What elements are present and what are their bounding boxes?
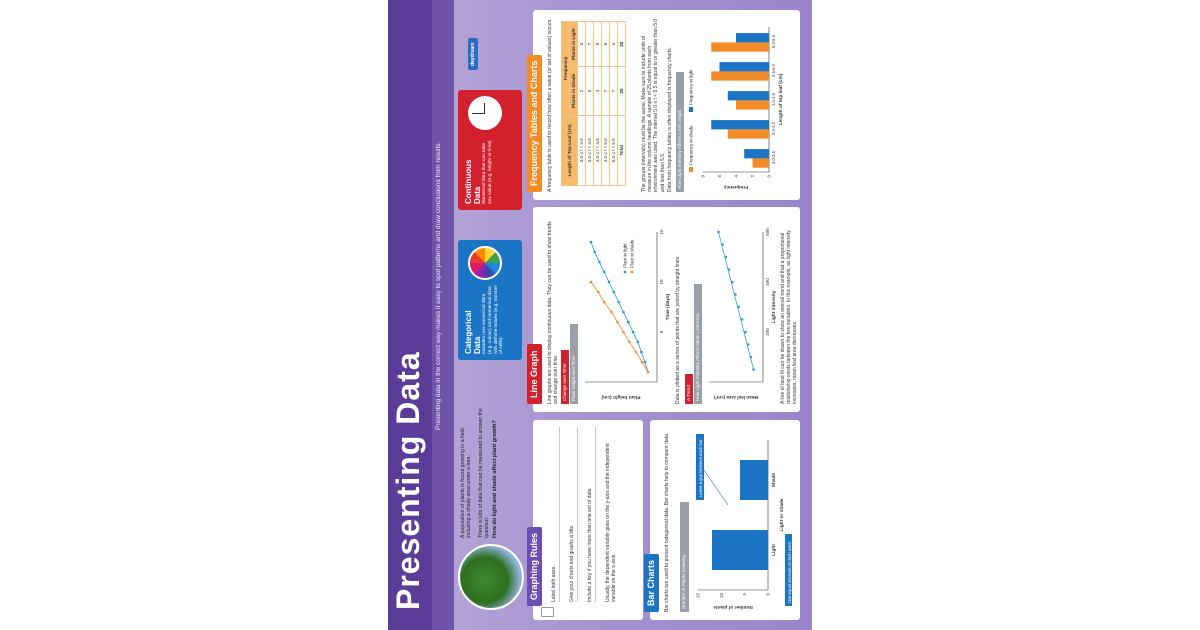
table-header-length: Length of Top Leaf (cm) <box>562 115 578 185</box>
table-cell: 5 <box>594 22 602 67</box>
bar-chart-title: Number of Plants Growing <box>681 555 686 609</box>
data-point <box>590 281 593 284</box>
data-point <box>610 311 613 314</box>
bar <box>740 460 768 500</box>
table-row <box>586 22 594 186</box>
frequency-header <box>527 55 542 192</box>
colour-wheel-icon <box>468 246 502 280</box>
intro-band <box>432 0 454 630</box>
table-cell: 2 <box>578 67 586 115</box>
data-point <box>721 243 724 246</box>
x-tick-label: 4.5-5.0 <box>771 63 776 78</box>
scatter-title-tab <box>694 284 702 404</box>
table-row <box>610 22 618 186</box>
table-header-frequency: Frequency <box>562 22 570 116</box>
y-tick-label: 4 <box>733 175 739 178</box>
frequency-table <box>561 21 626 186</box>
intervals-callout-text: Use equal intervals on both axes. <box>786 541 792 603</box>
data-point <box>737 306 740 309</box>
legend-light-label: Plant in light <box>622 243 628 268</box>
brand-logo: daydream <box>468 38 478 70</box>
table-cell: 4.5 ≤ l < 5.0 <box>602 115 610 185</box>
data-point <box>724 256 727 259</box>
bar <box>711 42 769 51</box>
scenario-panel <box>460 408 522 538</box>
graphing-rules-panel <box>529 420 643 620</box>
bar <box>711 120 769 129</box>
table-header-shade: Plants in Shade <box>570 67 578 115</box>
bar <box>736 33 769 42</box>
scatter-chart <box>705 214 777 404</box>
y-axis-label: Frequency <box>723 184 749 189</box>
categorical-text: Includes non-numerical data (e.g. colour) and numerical data with definite values (e.g. number of cells). <box>482 284 505 354</box>
data-point <box>744 331 747 334</box>
categorical-title: Categorical Data <box>464 310 482 354</box>
table-row <box>602 22 610 186</box>
line-graph-header <box>527 344 542 404</box>
bar <box>712 530 768 570</box>
continuous-title: Continuous Data <box>464 159 482 204</box>
graphing-rules-title: Graphing Rules <box>529 532 539 600</box>
table-group-header-row <box>562 22 570 186</box>
groups-text: The groups (intervals) must be the same. Make sure to include units of measure in the column headings. A sample of 25 plants from each environment was used. The interval 5.0 ≤ l < 5.5 is equal to or greater than 5.0 and less than 5.5. <box>641 18 666 192</box>
gap-callout-arrow <box>704 470 728 505</box>
continuous-text: Numerical data that can take any value (e.g. height or time) <box>482 140 493 204</box>
bar <box>736 100 769 109</box>
legend-shade-label: Plant in shade <box>629 239 635 268</box>
rule-2: Give your charts and graphs a title. <box>569 427 578 602</box>
chart-intro-text: Data from frequency tables is often displayed in frequency charts. <box>667 46 673 192</box>
table-cell: 4 <box>610 22 618 67</box>
data-point <box>717 231 720 234</box>
trend-text: Data is plotted as a series of points that are joined by straight lines. <box>675 255 681 404</box>
bar-chart <box>692 427 792 612</box>
clock-icon <box>468 96 502 130</box>
y-tick-label: 15 <box>695 593 701 599</box>
bar <box>753 158 770 167</box>
y-tick-label: 0 <box>766 175 772 178</box>
series-line-shade <box>591 282 648 372</box>
data-point <box>637 341 640 344</box>
trend-label: A Trend <box>686 385 691 401</box>
data-point <box>627 321 630 324</box>
data-point <box>734 293 737 296</box>
best-fit-line <box>718 232 753 370</box>
data-point <box>593 251 596 254</box>
y-axis-label: Number of plants <box>713 604 753 609</box>
change-over-time-tab <box>561 350 569 404</box>
bar <box>711 71 769 80</box>
x-axis-label: Time (days) <box>666 293 671 321</box>
x-tick-label: 10 <box>659 279 664 285</box>
x-tick-label: 15 <box>659 229 664 235</box>
y-axis-label: Plant height (cm) <box>601 394 641 399</box>
data-point <box>741 318 744 321</box>
table-cell: Total <box>618 115 626 185</box>
scenario-text: A population of plants is found growing in a field, including a shady area under a tree. <box>460 426 473 538</box>
x-tick-label: 3.0-3.5 <box>771 150 776 165</box>
continuous-card <box>458 90 522 210</box>
data-point <box>632 331 635 334</box>
x-axis-label: Light or shade <box>780 498 785 532</box>
x-tick-label: 200 <box>765 328 770 336</box>
data-point <box>603 271 606 274</box>
x-axis-label: Light intensity <box>772 290 777 324</box>
x-tick-label: 5.0-5.5 <box>771 34 776 49</box>
x-tick-label: 400 <box>765 278 770 286</box>
table-cell: 3.0 ≤ l < 3.5 <box>578 115 586 185</box>
title-band <box>388 0 432 630</box>
table-cell: 5 <box>586 67 594 115</box>
best-fit-text: A line of best fit can be drawn to show an overall trend and that a proportional relationship exists between the two variables. In this example, as light intensity increases, mean leaf area decreases. <box>780 230 799 404</box>
poster-title: Presenting Data <box>390 351 426 610</box>
trend-tab <box>685 374 693 404</box>
y-tick-label: 2 <box>750 175 755 178</box>
table-header-light: Plants in Light <box>570 22 578 67</box>
bar <box>720 62 770 71</box>
table-row <box>594 22 602 186</box>
question-lead: There is lots of data that can be measured to answer the question: <box>478 408 491 538</box>
data-point <box>597 291 600 294</box>
legend-shade-marker <box>631 271 634 274</box>
table-cell: 5.0 ≤ l < 5.5 <box>610 115 618 185</box>
line-chart-title: Plant height over Time <box>571 355 576 401</box>
intro-text: Presenting data in the correct way makes it easy to spot patterns and draw conclusions from results. <box>435 141 442 430</box>
legend-shade-label: Frequency in shade <box>688 125 694 165</box>
table-cell: 4 <box>594 67 602 115</box>
table-cell: 25 <box>618 22 626 67</box>
data-point <box>641 361 644 364</box>
tree-photo <box>458 544 524 610</box>
x-tick-label: 600 <box>765 228 770 236</box>
data-point <box>644 361 647 364</box>
y-tick-label: 6 <box>717 175 722 178</box>
bar-charts-text: Bar charts are used to present categorical data. Bar charts help to compare data. <box>664 432 670 612</box>
data-point <box>647 371 650 374</box>
data-point <box>750 356 753 359</box>
bar-chart-title-tab <box>680 502 689 612</box>
line-chart-title-tab <box>570 324 578 404</box>
x-tick-label: 3.5-4.0 <box>771 121 776 136</box>
table-cell: 6 <box>602 22 610 67</box>
x-axis-label: Length of top leaf (cm) <box>779 73 784 126</box>
data-point <box>628 341 631 344</box>
poster <box>388 0 812 630</box>
categorical-card <box>458 240 522 360</box>
legend-light-label: Frequency in light <box>688 69 694 105</box>
legend-light-marker <box>689 107 693 112</box>
legend-light-marker <box>624 271 627 274</box>
y-axis-label: Mean leaf area (cm²) <box>713 395 759 400</box>
frequency-table-wrap <box>561 21 626 186</box>
frequency-panel <box>529 10 800 200</box>
bar <box>744 149 769 158</box>
table-row <box>578 22 586 186</box>
bar-charts-header <box>644 554 659 612</box>
table-cell: 7 <box>586 22 594 67</box>
freq-chart-title: How Light Intensity Affects Leaf Length <box>677 109 682 189</box>
data-point <box>617 301 620 304</box>
bar <box>728 91 769 100</box>
bar-charts-title: Bar Charts <box>646 559 656 606</box>
y-tick-label: 8 <box>700 175 706 178</box>
line-graph-panel <box>529 207 800 412</box>
graphing-rules-header <box>527 527 542 606</box>
data-point <box>747 343 750 346</box>
data-point <box>590 241 593 244</box>
data-point <box>608 281 611 284</box>
frequency-text: A frequency table is used to record how often a value (or set of values) occurs. <box>547 18 553 192</box>
rule-3: Include a key if you have more than one set of data. <box>587 427 596 602</box>
data-point <box>603 301 606 304</box>
gap-callout-text: Leave a gap between each bar. <box>697 438 703 497</box>
freq-chart-title-tab <box>676 72 684 192</box>
bar-charts-panel <box>646 420 800 620</box>
question-text: How do light and shade affect plant growth? <box>492 420 498 538</box>
y-tick-label: 0 <box>765 593 771 596</box>
line-graph-title: Line Graph <box>529 350 539 398</box>
line-chart <box>581 214 671 404</box>
data-point <box>640 351 643 354</box>
change-over-time-label: Change over Time <box>562 363 567 401</box>
bar <box>728 129 769 138</box>
table-cell: 25 <box>618 67 626 115</box>
frequency-chart <box>687 17 795 192</box>
data-point <box>598 261 601 264</box>
table-cell: 7 <box>602 67 610 115</box>
x-tick-label: Shade <box>772 472 777 488</box>
data-point <box>622 311 625 314</box>
table-cell: 3.5 ≤ l < 4.0 <box>586 115 594 185</box>
data-point <box>616 321 619 324</box>
line-graph-text: Line graphs are used to display continuous data. They can be used to show trends and change over time. <box>547 221 560 404</box>
table-cell: 7 <box>610 67 618 115</box>
frequency-title: Frequency Tables and Charts <box>529 60 539 186</box>
scatter-chart-title: How Light Intensity Affects Mean Leaf Area <box>695 313 700 401</box>
table-cell: 3 <box>578 22 586 67</box>
poster-image <box>388 0 812 630</box>
y-tick-label: 5 <box>742 593 748 596</box>
data-point <box>613 291 616 294</box>
rule-1: Label both axes. <box>551 427 560 602</box>
data-point <box>731 281 734 284</box>
x-tick-label: Light <box>772 544 777 556</box>
rule-4: Usually, the dependent variable goes on the y-axis and the independent variable on the x-axis. <box>605 443 618 602</box>
data-point <box>622 331 625 334</box>
table-total-row <box>618 22 626 186</box>
data-point <box>752 368 755 371</box>
y-tick-label: 10 <box>718 593 724 599</box>
data-point <box>635 351 638 354</box>
clipboard-icon <box>541 607 554 617</box>
x-tick-label: 4.0-4.5 <box>771 92 776 107</box>
data-point <box>728 268 731 271</box>
x-tick-label: 5 <box>659 330 664 334</box>
legend-shade-marker <box>689 167 693 172</box>
table-cell: 4.0 ≤ l < 4.5 <box>594 115 602 185</box>
